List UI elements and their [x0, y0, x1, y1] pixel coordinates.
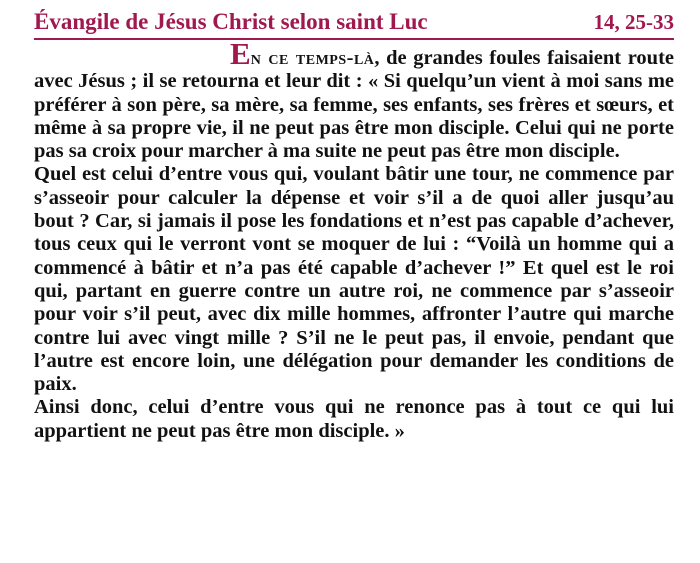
paragraph-3: Ainsi donc, celui d’entre vous qui ne renonce pas à tout ce qui lui appartient ne peut pas être mon disciple. »	[34, 396, 674, 442]
drop-cap: E	[230, 36, 251, 71]
reading-text	[34, 36, 675, 443]
paragraph-1	[34, 36, 675, 163]
reading-title: Évangile de Jésus Christ selon saint Luc	[34, 9, 428, 34]
reading-header	[34, 6, 674, 40]
paragraph-2: Quel est celui d’entre vous qui, voulant bâtir une tour, ne commence par s’asseoir pour calculer la dépense et voir s’il a de quoi aller jusqu’au bout ? Car, si jamais il pose les fondations et n’est pas capable d’achever, tous ceux qui le verront vont se moquer de lui : “Voilà un homme qui a commencé à bâtir et n’a pas été capable d’achever !” Et quel est le roi qui, partant en guerre contre un autre roi, ne commence par s’asseoir pour voir s’il peut, avec dix mille hommes, affronter l’autre qui marche contre lui avec vingt mille ? S’il ne le peut pas, il envoie, pendant que l’autre est encore loin, une délégation pour demander les conditions de paix.	[34, 163, 674, 396]
gospel-reading	[34, 6, 674, 443]
scripture-reference: 14, 25-33	[593, 10, 674, 34]
opening-smallcaps: n ce temps-là	[250, 47, 375, 69]
paragraph-1-text: , de grandes foules faisaient route avec Jésus ; il se retourna et leur dit : « Si quelqu’un vient à moi sans me préférer à son père, sa mère, sa femme, ses enfants, ses frères et sœurs, et même à sa propre vie, il ne peut pas être mon disciple. Celui qui ne porte pas sa croix pour marcher à ma suite ne peut pas être mon disciple.	[34, 47, 675, 163]
